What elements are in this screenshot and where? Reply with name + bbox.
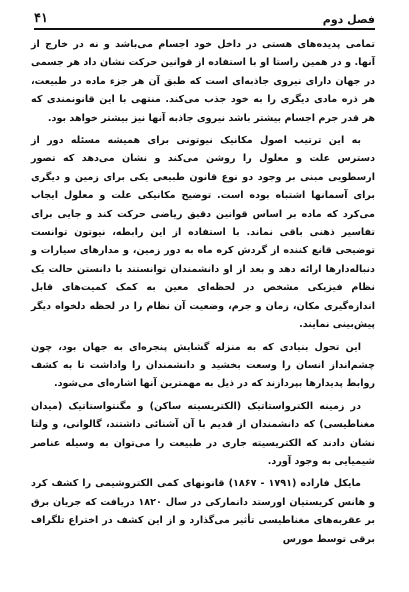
page-number: ۴۱ xyxy=(34,11,48,26)
paragraph: تمامی پدیده‌های هستی در داخل خود اجسام می‌باشد و نه در خارج از آنها. و در همین راستا او با استفاده از قوانین حرکت نشان داد هر جسمی در جهان دارای نیروی جاذبه‌ای است که طبق آن هر جزء ماده در طبیعت، هر ذره مادی دیگری را به خود جذب می‌کند. منتهی با این قانونمندی که هر قدر جرم اجسام بیشتر باشد نیروی جاذبه آنها نیز بیشتر خواهد بود. xyxy=(31,39,375,124)
page-body xyxy=(31,36,375,588)
paragraph: مایکل فاراده (۱۷۹۱ - ۱۸۶۷) قانونهای کمی الکتروشیمی را کشف کرد و هانس کریستیان اورستد دانمارکی در سال ۱۸۲۰ دریافت که جریان برق بر عقربه‌های مغناطیسی تأثیر می‌گذارد و از این کشف در اختراع تلگراف برقی توسط مورس xyxy=(31,478,375,545)
paragraph: به این ترتیب اصول مکانیک نیوتونی برای همیشه مسئله دور از دسترس علت و معلول را روشن می‌کند و نشان می‌دهد که تصور ارسطویی مبنی بر وجود دو نوع قانون طبیعی یکی برای زمین و دیگری برای آسمانها اشتباه بوده است. توضیح مکانیکی علت و معلول ایجاب می‌کرد که ماده بر اساس قوانین دقیق ریاضی حرکت کند و جایی برای تفاسیر ذهنی باقی نماند. با استفاده از این رابطه، نیوتون توانست توضیحی قانع کننده از گردش کره ماه به دور زمین، و مدارهای سیارات و دنباله‌دارها ارائه دهد و بعد از او دانشمندان توانستند با دانستن حالت یک نظام فیزیکی مشخص در لحظه‌ای معین به کمک کمیت‌های قابل اندازه‌گیری مکان، زمان و جرم، وضعیت آن نظام را در لحظه دلخواه دیگر پیش‌بینی نمایند. xyxy=(31,135,375,331)
chapter-title: فصل دوم xyxy=(322,13,375,26)
page-header xyxy=(34,6,375,30)
paragraph: در زمینه الکترواستاتیک (الکتریسیته ساکن) و مگنتواستاتیک (میدان مغناطیسی) که دانشمندان از قدیم با آن آشنائی داشتند، گالوانی، و ولتا نشان دادند که الکتریسیته جاری در طبیعت را می‌توان به وسیله عناصر شیمیایی به وجود آورد. xyxy=(31,400,375,467)
paragraph: این تحول بنیادی که به منزله گشایش پنجره‌ای به جهان بود، چون چشم‌انداز انسان را وسعت بخشید و دانشمندان را واداشت تا به کشف روابط پدیدارها بپردازند که در ذیل به مهمترین آنها اشاره‌ای می‌شود. xyxy=(31,341,375,390)
